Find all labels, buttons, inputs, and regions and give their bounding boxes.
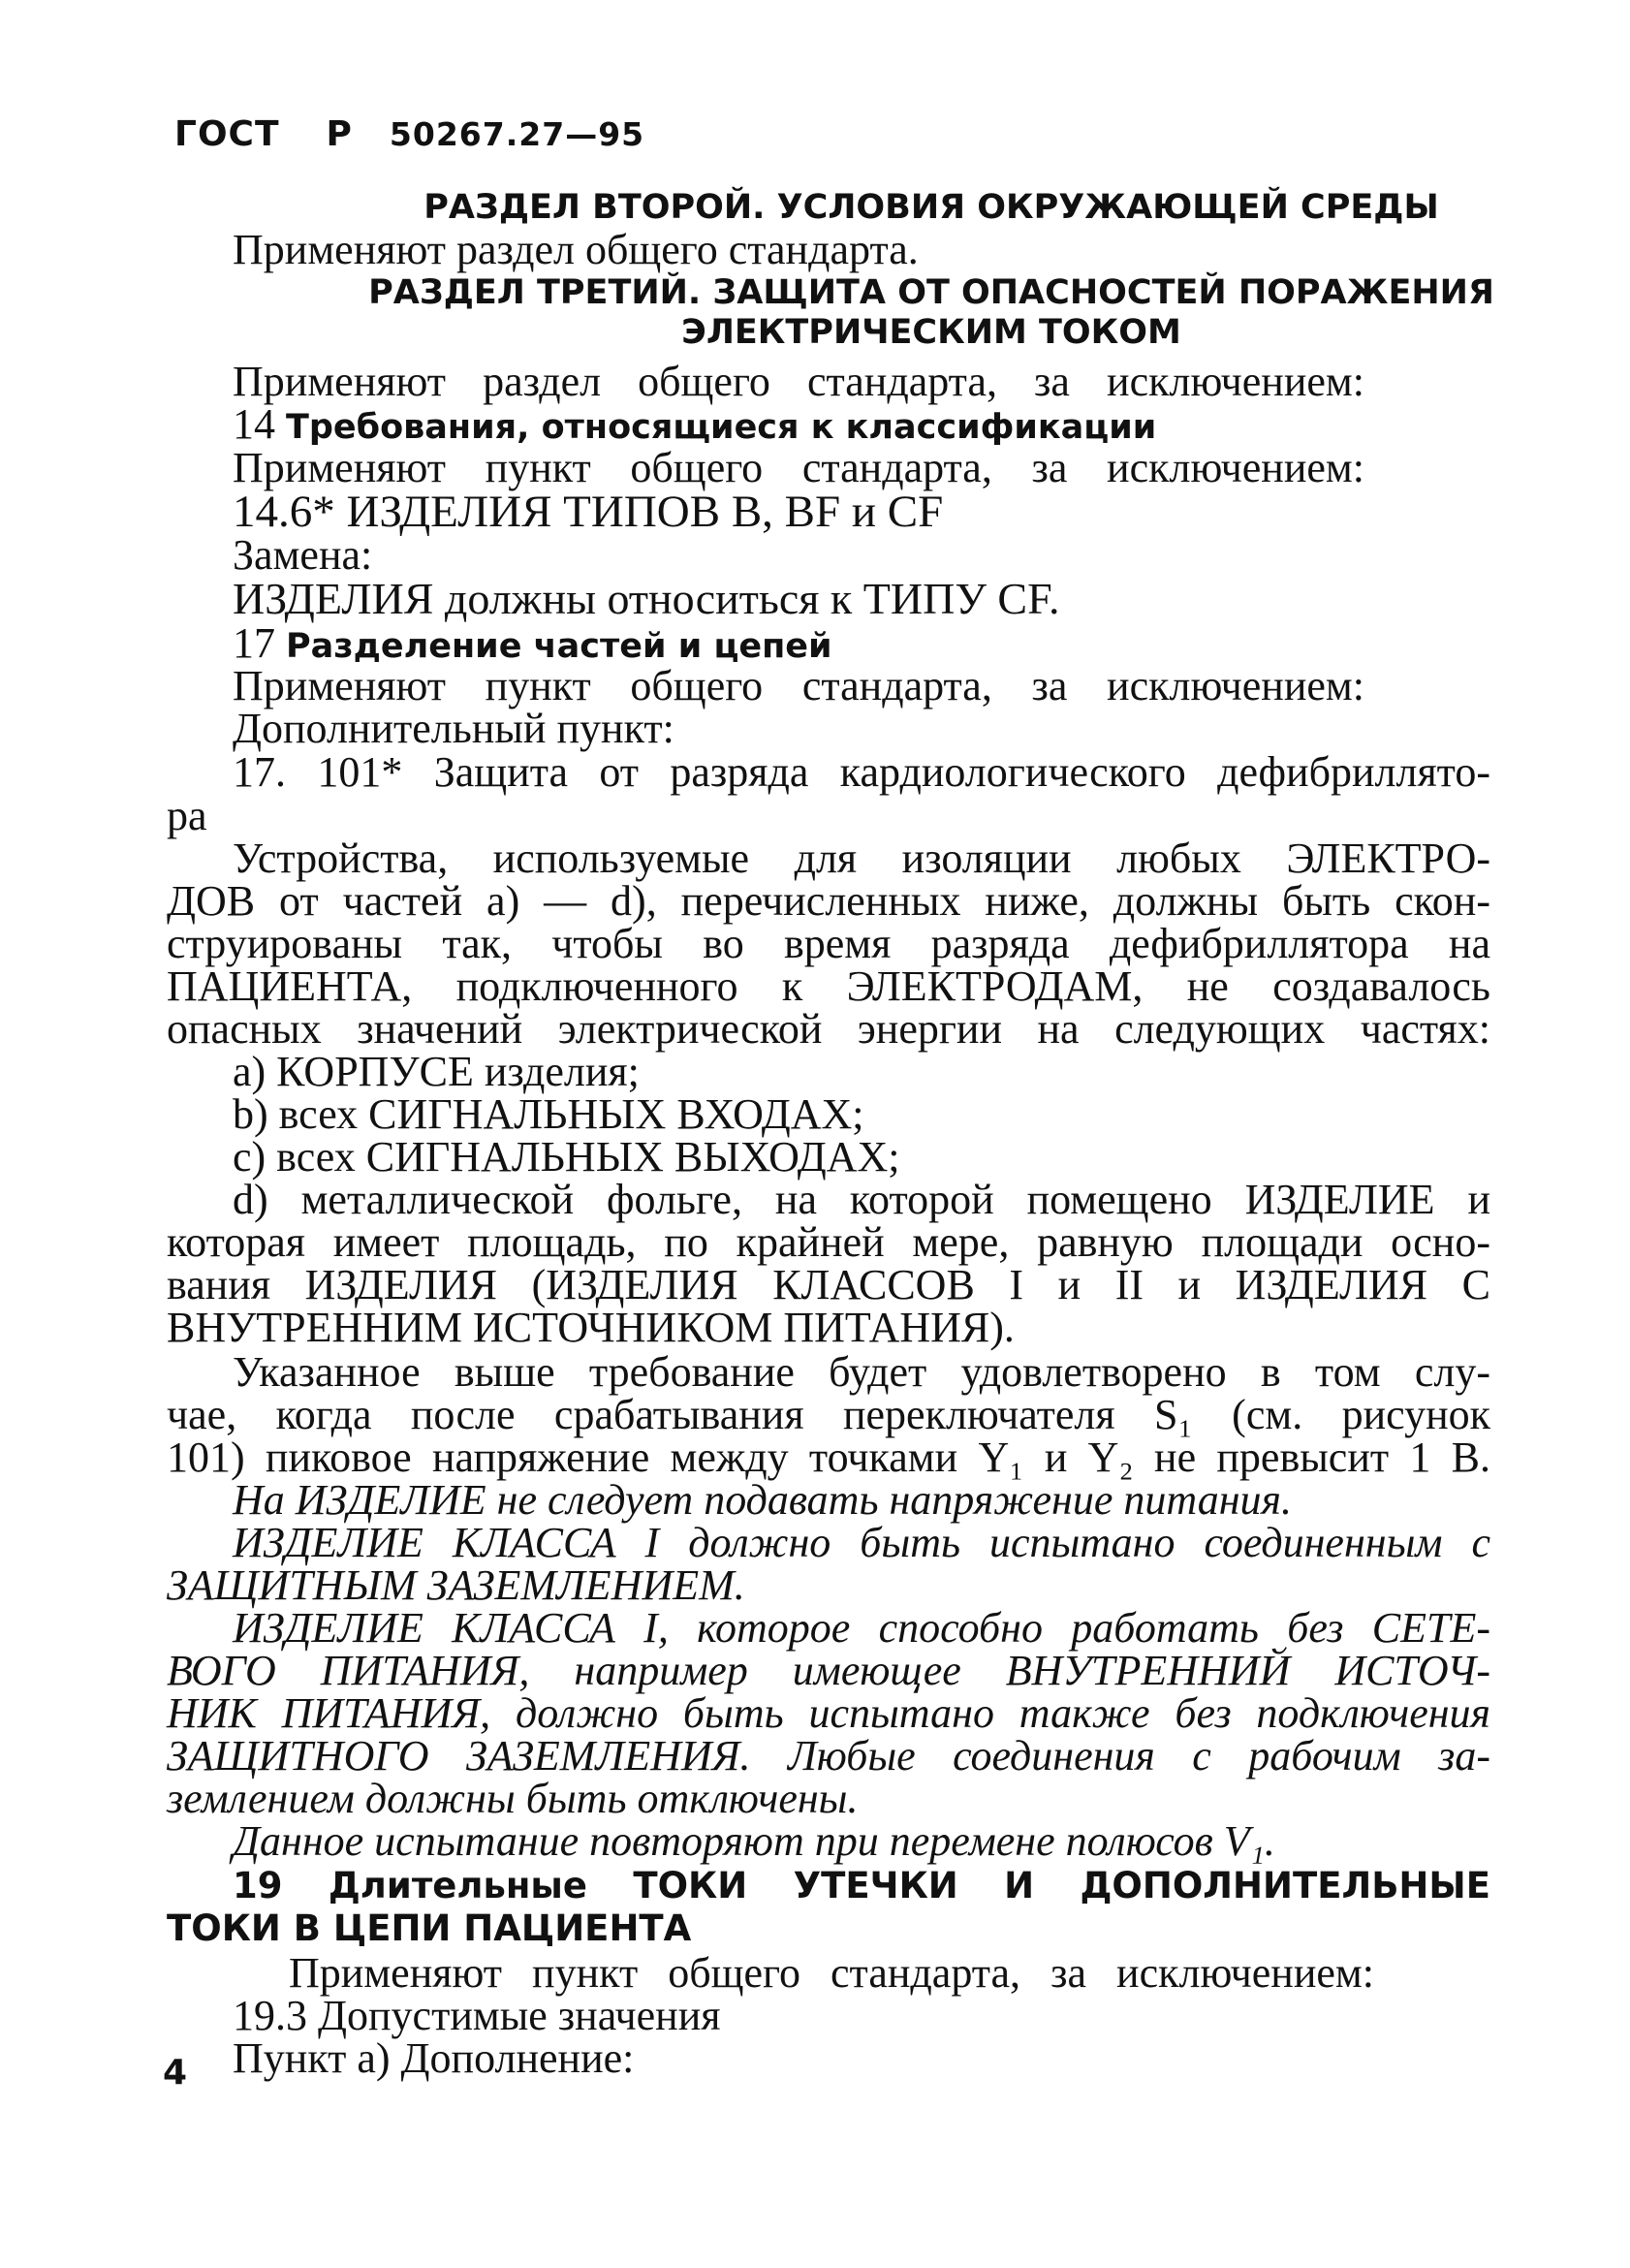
section-two-heading: РАЗДЕЛ ВТОРОЙ. УСЛОВИЯ ОКРУЖАЮЩЕЙ СРЕДЫ: [423, 188, 1439, 227]
clause-14-heading: [233, 400, 1202, 449]
text-line: Замена:: [233, 531, 373, 579]
text-line: Применяют пункт общего стандарта, за исключением:: [233, 444, 1364, 491]
clause-14-6: 14.6* ИЗДЕЛИЯ ТИПОВ В, BF и CF: [233, 487, 944, 537]
list-item: а) КОРПУСЕ изделия;: [233, 1048, 640, 1095]
italic-line: землением должны быть отключены.: [167, 1775, 859, 1822]
text-line: 101) пиковое напряжение между точками Y₁ и Y₂ не превысит 1 В.: [167, 1433, 1490, 1481]
text-line: Указанное выше требование будет удовлетворено в том слу-: [233, 1348, 1490, 1396]
text-line: ДОВ от частей а) — d), перечисленных ниже, должны быть скон-: [167, 877, 1490, 925]
clause-number: 14: [233, 400, 275, 448]
clause-17-heading: [233, 619, 1202, 668]
text-line: струированы так, чтобы во время разряда дефибриллятора на: [167, 920, 1490, 967]
text-line: Применяют пункт общего стандарта, за исключением:: [233, 662, 1364, 709]
page-number: 4: [163, 2053, 188, 2093]
text-line: чае, когда после срабатывания переключателя S₁ (см. рисунок: [167, 1391, 1490, 1438]
text-line: Применяют раздел общего стандарта.: [233, 226, 919, 273]
section-three-heading: РАЗДЕЛ ТРЕТИЙ. ЗАЩИТА ОТ ОПАСНОСТЕЙ ПОРАЖЕНИЯ: [368, 273, 1494, 312]
italic-line: ЗАЩИТНОГО ЗАЗЕМЛЕНИЯ. Любые соединения с рабочим за-: [167, 1732, 1490, 1780]
text-line: ра: [167, 792, 207, 839]
text-line: Устройства, используемые для изоляции любых ЭЛЕКТРО-: [233, 835, 1490, 882]
document-header: [174, 114, 644, 154]
text-line: которая имеет площадь, по крайней мере, равную площади осно-: [167, 1218, 1490, 1266]
text-line: Применяют пункт общего стандарта, за исключением:: [289, 1949, 1374, 1997]
list-item: d) металлической фольге, на которой помещено ИЗДЕЛИЕ и: [233, 1176, 1490, 1223]
text-line: ИЗДЕЛИЯ должны относиться к ТИПУ CF.: [233, 574, 1060, 623]
header-number: 50267.27—95: [389, 115, 645, 153]
text-line: Пункт а) Дополнение:: [233, 2034, 635, 2082]
clause-19-3: 19.3 Допустимые значения: [233, 1992, 721, 2039]
text-line: Применяют раздел общего стандарта, за исключением:: [233, 358, 1364, 405]
clause-17-101: 17. 101* Защита от разряда кардиологического дефибриллято-: [233, 748, 1490, 796]
italic-line: На ИЗДЕЛИЕ не следует подавать напряжение питания.: [233, 1476, 1292, 1524]
italic-line: Данное испытание повторяют при перемене полюсов V₁.: [233, 1817, 1275, 1865]
list-item: с) всех СИГНАЛЬНЫХ ВЫХОДАХ;: [233, 1133, 900, 1181]
italic-line: ИЗДЕЛИЕ КЛАССА I должно быть испытано соединенным с: [233, 1519, 1490, 1566]
section-three-heading-cont: ЭЛЕКТРИЧЕСКИМ ТОКОМ: [681, 313, 1181, 352]
list-item: b) всех СИГНАЛЬНЫХ ВХОДАХ;: [233, 1090, 864, 1138]
header-p: Р: [326, 114, 353, 154]
italic-line: ИЗДЕЛИЕ КЛАССА I, которое способно работать без СЕТЕ-: [233, 1604, 1490, 1652]
clause-19-heading-cont: ТОКИ В ЦЕПИ ПАЦИЕНТА: [167, 1907, 692, 1949]
text-line: Дополнительный пункт:: [233, 705, 674, 752]
clause-19-heading: 19 Длительные ТОКИ УТЕЧКИ И ДОПОЛНИТЕЛЬНЫЕ: [233, 1865, 1490, 1906]
italic-line: НИК ПИТАНИЯ, должно быть испытано также без подключения: [167, 1689, 1490, 1737]
italic-line: ЗАЩИТНЫМ ЗАЗЕМЛЕНИЕМ.: [167, 1561, 745, 1609]
text-line: ПАЦИЕНТА, подключенного к ЭЛЕКТРОДАМ, не создавалось: [167, 962, 1490, 1010]
text-line: вания ИЗДЕЛИЯ (ИЗДЕЛИЯ КЛАССОВ I и II и ИЗДЕЛИЯ С: [167, 1261, 1490, 1308]
text-line: ВНУТРЕННИМ ИСТОЧНИКОМ ПИТАНИЯ).: [167, 1304, 1015, 1351]
clause-number: 17: [233, 619, 275, 667]
header-gost: ГОСТ: [174, 114, 280, 154]
clause-title: Требования, относящиеся к классификации: [286, 408, 1157, 447]
italic-line: ВОГО ПИТАНИЯ, например имеющее ВНУТРЕННИЙ ИСТОЧ-: [167, 1647, 1490, 1694]
clause-title: Разделение частей и цепей: [286, 627, 832, 666]
text-line: опасных значений электрической энергии на следующих частях:: [167, 1005, 1490, 1053]
